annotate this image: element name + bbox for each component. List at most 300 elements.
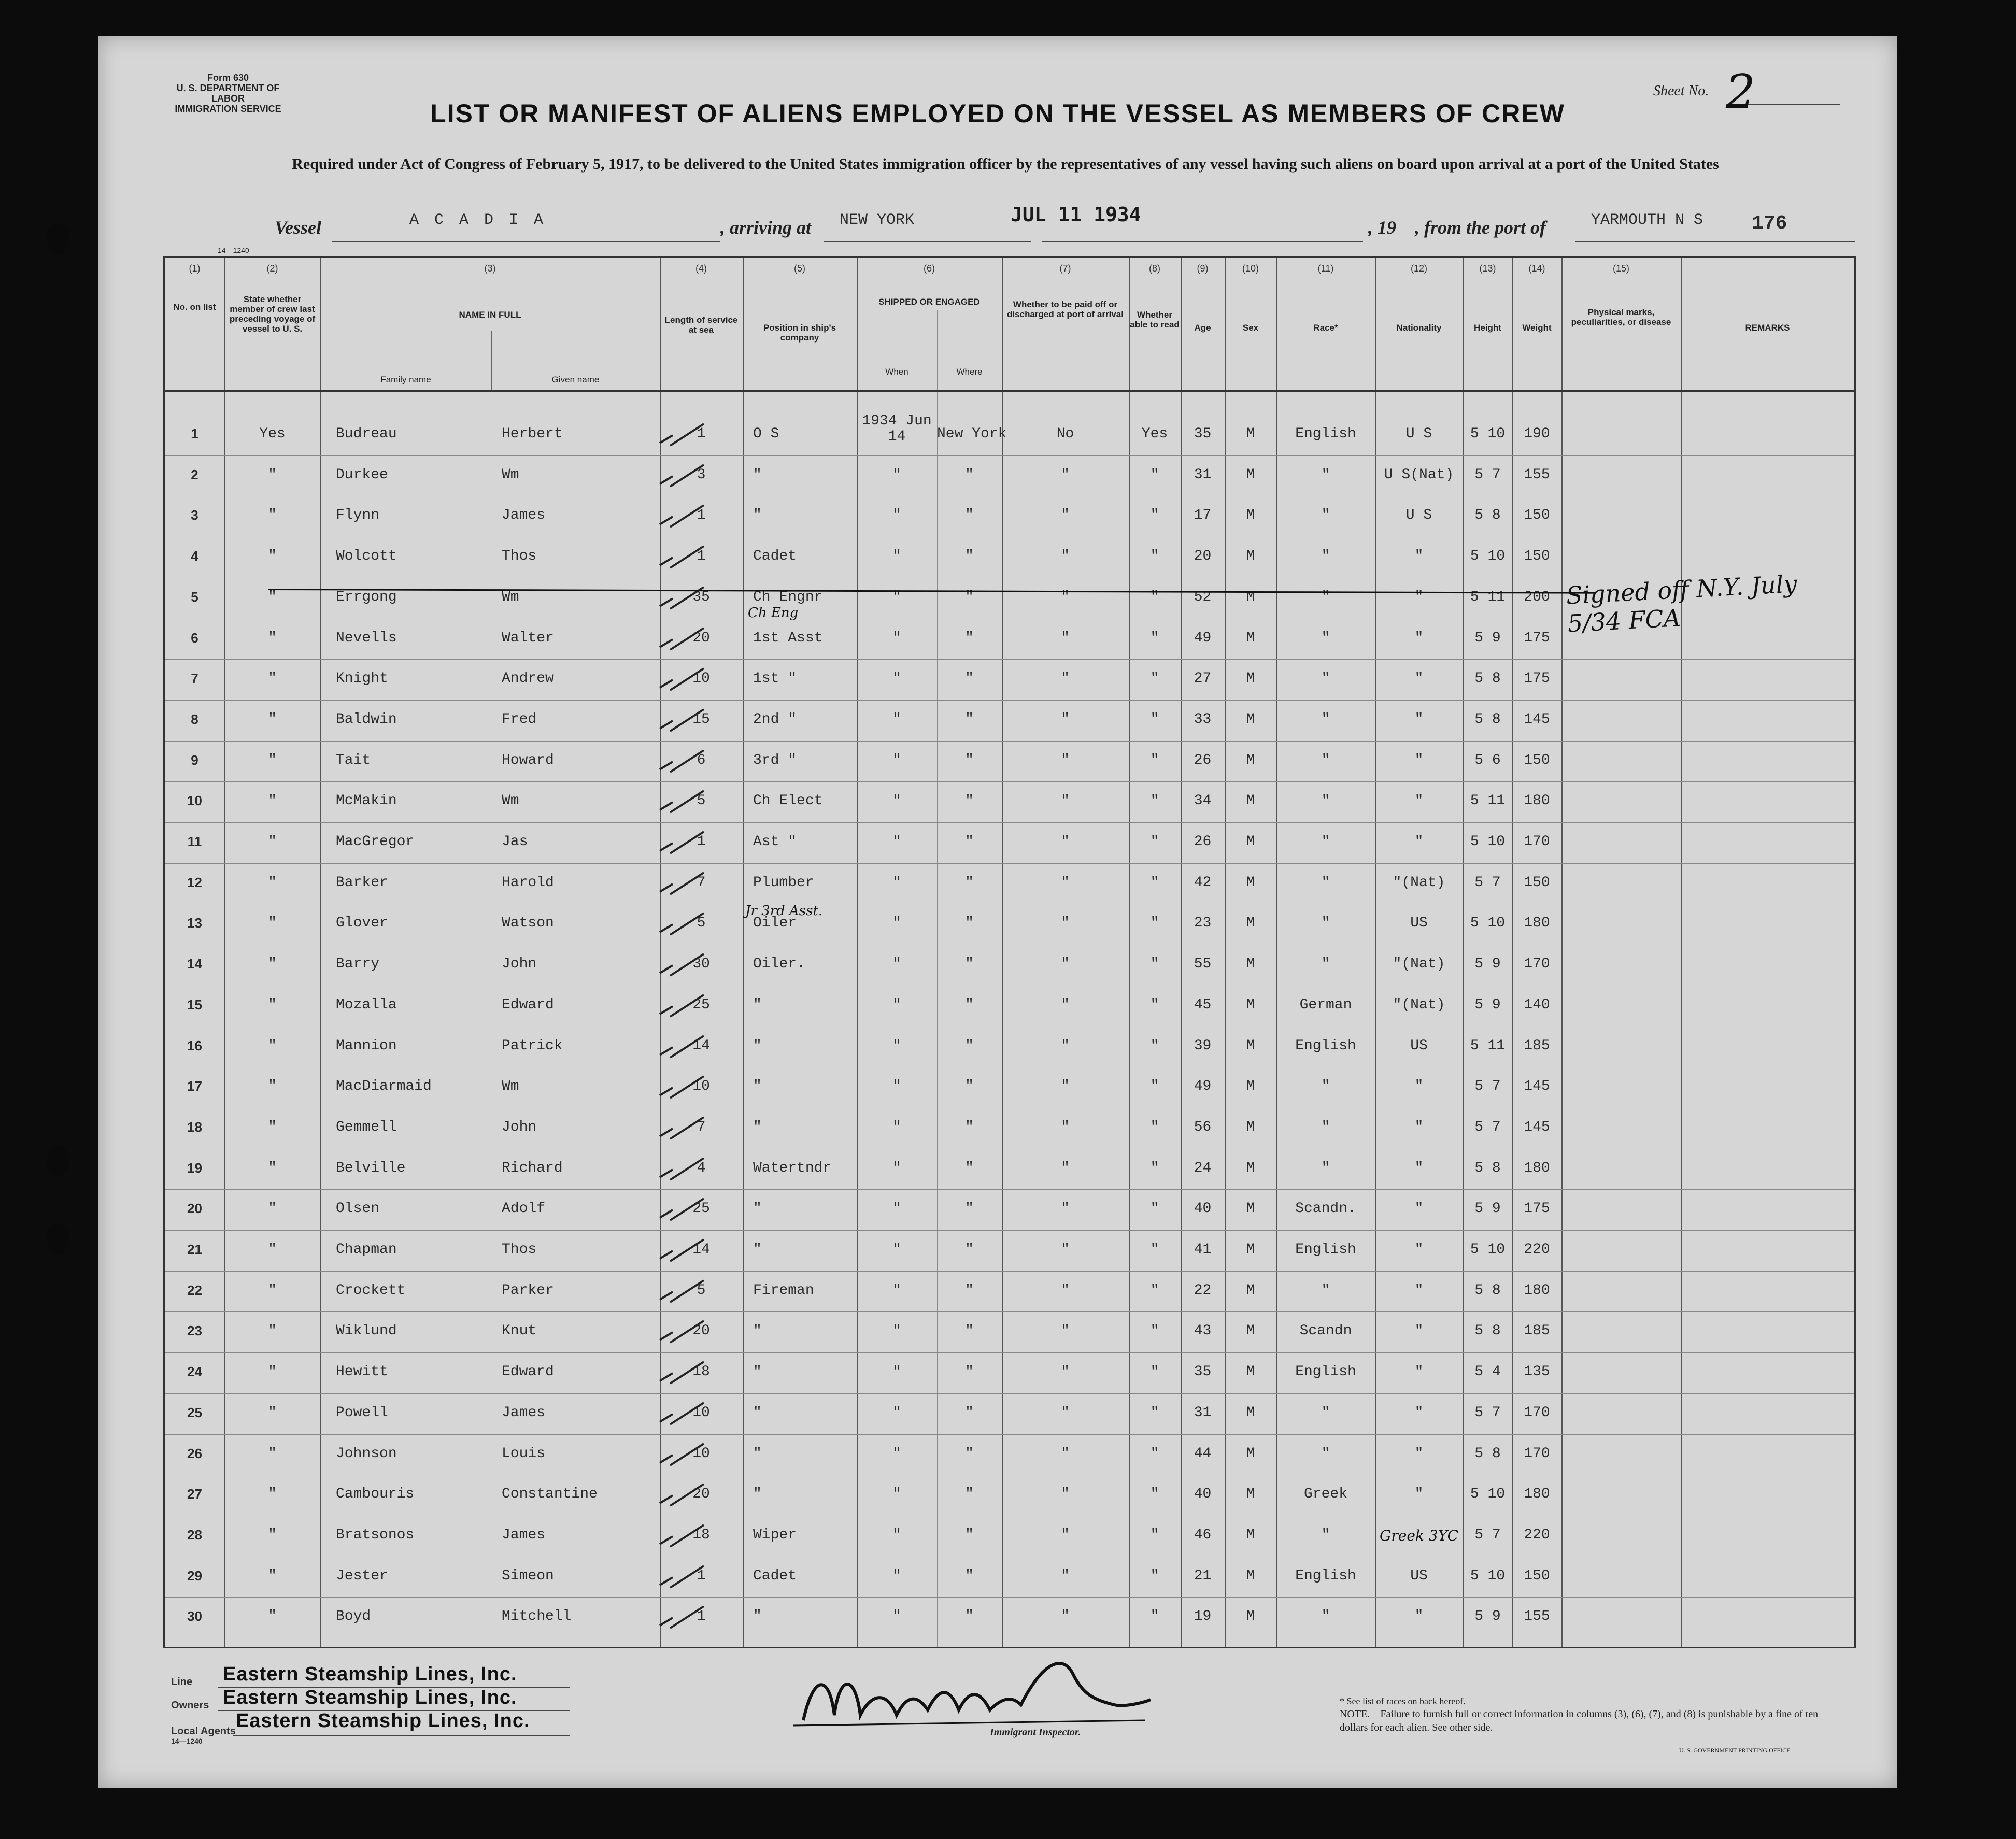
cell-age: 17 xyxy=(1194,507,1212,524)
cell-read: " xyxy=(1150,956,1159,973)
cell-no: 15 xyxy=(187,996,202,1013)
cell-read: " xyxy=(1150,1037,1159,1054)
cell-read: " xyxy=(1150,1404,1159,1421)
cell-length: 35 xyxy=(692,589,710,605)
cell-given: Thos xyxy=(502,548,537,565)
cell-read: " xyxy=(1150,1323,1159,1339)
cell-sex: M xyxy=(1246,1282,1255,1299)
cell-read: " xyxy=(1150,1486,1159,1503)
cell-where: " xyxy=(965,1608,974,1625)
cell-family: Durkee xyxy=(336,466,388,483)
check-mark-icon xyxy=(655,461,712,492)
cell-height: 5 7 xyxy=(1474,1078,1501,1095)
header-race: Race* xyxy=(1313,323,1338,333)
fine-note: NOTE.—Failure to furnish full or correct information in columns (3), (6), (7), and (8) is punishable by a fine of ten dollars for each alien. See other side. xyxy=(1340,1708,1819,1733)
cell-where: " xyxy=(965,1404,974,1421)
cell-prev: " xyxy=(268,1323,277,1339)
cell-age: 22 xyxy=(1194,1282,1212,1299)
cell-position: 2nd " xyxy=(753,711,797,728)
cell-nat: U S xyxy=(1405,426,1432,442)
sheet-number: 2 xyxy=(1726,65,1756,119)
cell-height: 5 7 xyxy=(1474,1119,1501,1135)
cell-weight: 190 xyxy=(1524,426,1550,442)
cell-paid: " xyxy=(1061,1242,1070,1258)
cell-age: 27 xyxy=(1194,671,1212,687)
header-height: Height xyxy=(1474,323,1501,333)
cell-given: James xyxy=(502,1404,546,1421)
check-mark-icon xyxy=(655,501,712,532)
cell-when: " xyxy=(892,1527,901,1543)
cell-paid: " xyxy=(1061,834,1070,850)
cell-position: Cadet xyxy=(753,548,797,565)
cell-race: English xyxy=(1295,1567,1356,1584)
cell-sex: M xyxy=(1246,426,1255,442)
cell-no: 30 xyxy=(187,1608,202,1624)
cell-where: " xyxy=(965,793,974,809)
cell-when: " xyxy=(892,1404,901,1421)
cell-when: " xyxy=(892,1445,901,1462)
cell-family: Powell xyxy=(336,1404,388,1421)
cell-race: " xyxy=(1321,874,1330,891)
cell-weight: 180 xyxy=(1524,793,1550,809)
cell-family: Baldwin xyxy=(336,711,397,728)
cell-read: " xyxy=(1150,507,1159,524)
col-num-15: (15) xyxy=(1612,263,1629,274)
cell-given: Fred xyxy=(502,711,537,728)
cell-family: Budreau xyxy=(336,426,397,442)
department-name: U. S. DEPARTMENT OF LABOR xyxy=(176,83,280,104)
cell-nat: " xyxy=(1414,1323,1424,1339)
cell-where: " xyxy=(965,507,974,524)
cell-height: 5 6 xyxy=(1474,752,1501,768)
cell-where: " xyxy=(965,548,974,565)
cell-position: O S xyxy=(753,426,779,442)
cell-nat: U S xyxy=(1405,507,1432,524)
cell-no: 22 xyxy=(187,1282,202,1298)
cell-where: New York xyxy=(937,426,1007,442)
cell-read: " xyxy=(1150,1201,1159,1217)
header-family-name: Family name xyxy=(380,375,431,384)
cell-age: 39 xyxy=(1194,1037,1212,1054)
cell-age: 24 xyxy=(1194,1160,1212,1176)
cell-given: Wm xyxy=(502,793,519,809)
cell-paid: " xyxy=(1061,915,1070,932)
col-num-9: (9) xyxy=(1197,263,1209,274)
cell-family: Barker xyxy=(336,874,388,891)
cell-length: 1 xyxy=(697,834,706,850)
cell-prev: " xyxy=(268,793,277,809)
cell-paid: " xyxy=(1061,1567,1070,1584)
manifest-sheet xyxy=(98,36,1897,1788)
races-note: * See list of races on back hereof. xyxy=(1340,1696,1466,1706)
cell-nat: " xyxy=(1414,1119,1424,1135)
cell-given: Mitchell xyxy=(502,1608,572,1625)
cell-age: 52 xyxy=(1194,589,1212,605)
cell-position: " xyxy=(753,1119,762,1135)
cell-age: 33 xyxy=(1194,711,1212,728)
cell-sex: M xyxy=(1246,1323,1255,1339)
cell-sex: M xyxy=(1246,752,1255,768)
cell-race: " xyxy=(1321,1160,1330,1176)
cell-where: " xyxy=(965,915,974,932)
cell-weight: 200 xyxy=(1524,589,1550,605)
cell-where: " xyxy=(965,834,974,850)
cell-race: German xyxy=(1299,996,1352,1013)
cell-read: " xyxy=(1150,1119,1159,1135)
cell-when: " xyxy=(892,1037,901,1054)
header-where: Where xyxy=(956,367,983,377)
sheet-label: Sheet No. xyxy=(1653,83,1709,99)
cell-length: 6 xyxy=(697,752,706,768)
cell-no: 8 xyxy=(191,711,198,727)
cell-family: Bratsonos xyxy=(336,1527,415,1543)
cell-family: Chapman xyxy=(336,1242,397,1258)
cell-age: 41 xyxy=(1194,1242,1212,1258)
cell-nat: "(Nat) xyxy=(1393,874,1445,891)
cell-when: " xyxy=(892,1078,901,1095)
cell-given: Wm xyxy=(502,1078,519,1095)
cell-age: 43 xyxy=(1194,1323,1212,1339)
cell-read: " xyxy=(1150,793,1159,809)
cell-race: " xyxy=(1321,711,1330,728)
cell-length: 10 xyxy=(692,1445,710,1462)
arriving-port: NEW YORK xyxy=(840,211,915,229)
cell-length: 20 xyxy=(692,1323,710,1339)
cell-prev: " xyxy=(268,1486,277,1503)
cell-height: 5 10 xyxy=(1470,1567,1506,1584)
cell-sex: M xyxy=(1246,711,1255,728)
check-mark-icon xyxy=(655,909,712,940)
cell-length: 1 xyxy=(697,1608,706,1625)
cell-race: Greek xyxy=(1303,1486,1347,1503)
cell-nat: " xyxy=(1414,1282,1424,1299)
check-mark-icon xyxy=(655,1194,712,1225)
cell-prev: " xyxy=(268,630,277,646)
cell-paid: " xyxy=(1061,1119,1070,1135)
inspector-label: Immigrant Inspector. xyxy=(990,1727,1081,1738)
cell-sex: M xyxy=(1246,956,1255,973)
row-5-remark: Signed off N.Y. July 5/34 FCA xyxy=(1565,569,1798,638)
cell-prev: " xyxy=(268,1119,277,1135)
cell-age: 56 xyxy=(1194,1119,1212,1135)
cell-prev: " xyxy=(268,1527,277,1543)
check-mark-icon xyxy=(655,828,712,859)
cell-paid: " xyxy=(1061,466,1070,483)
cell-family: Belville xyxy=(336,1160,406,1176)
cell-nat: " xyxy=(1414,1404,1424,1421)
cell-given: Knut xyxy=(502,1323,537,1339)
cell-family: Hewitt xyxy=(336,1364,388,1380)
cell-given: Parker xyxy=(502,1282,554,1299)
cell-read: " xyxy=(1150,834,1159,850)
cell-where: " xyxy=(965,1445,974,1462)
col-num-14: (14) xyxy=(1528,263,1545,274)
cell-race: " xyxy=(1321,793,1330,809)
header-shipped: SHIPPED OR ENGAGED xyxy=(878,297,980,307)
cell-position: Oiler. xyxy=(753,956,805,973)
cell-race: English xyxy=(1295,1037,1356,1054)
cell-position: Watertndr xyxy=(753,1160,832,1176)
cell-position: " xyxy=(753,1364,762,1380)
cell-height: 5 7 xyxy=(1474,874,1501,891)
cell-position: " xyxy=(753,1608,762,1625)
check-mark-icon xyxy=(655,1235,712,1266)
cell-when: " xyxy=(892,1567,901,1584)
cell-prev: " xyxy=(268,752,277,768)
cell-where: " xyxy=(965,1567,974,1584)
cell-height: 5 10 xyxy=(1470,426,1506,442)
cell-given: Louis xyxy=(502,1445,546,1462)
cell-length: 7 xyxy=(697,874,706,891)
cell-weight: 150 xyxy=(1524,1567,1550,1584)
cell-nat: US xyxy=(1410,1037,1428,1054)
service-name: IMMIGRATION SERVICE xyxy=(175,104,281,114)
cell-given: James xyxy=(502,1527,546,1543)
cell-prev: " xyxy=(268,1160,277,1176)
cell-prev: " xyxy=(268,1445,277,1462)
cell-no: 4 xyxy=(191,548,198,564)
cell-when: " xyxy=(892,1119,901,1135)
cell-height: 5 9 xyxy=(1474,1608,1501,1625)
cell-race: " xyxy=(1321,752,1330,768)
cell-no: 13 xyxy=(187,915,202,931)
cell-family: Wiklund xyxy=(336,1323,397,1339)
cell-age: 44 xyxy=(1194,1445,1212,1462)
cell-weight: 180 xyxy=(1524,915,1550,932)
cell-prev: " xyxy=(268,1242,277,1258)
cell-no: 14 xyxy=(187,956,202,972)
header-state-whether: State whether member of crew last preceding voyage of vessel to U. S. xyxy=(229,294,316,334)
cell-no: 7 xyxy=(191,671,198,687)
cell-race: " xyxy=(1321,1445,1330,1462)
cell-read: " xyxy=(1150,671,1159,687)
cell-where: " xyxy=(965,711,974,728)
cell-read: " xyxy=(1150,1242,1159,1258)
col-num-1: (1) xyxy=(189,263,201,274)
cell-weight: 145 xyxy=(1524,1078,1550,1095)
cell-sex: M xyxy=(1246,1078,1255,1095)
cell-read: " xyxy=(1150,711,1159,728)
cell-nat: " xyxy=(1414,1486,1424,1503)
cell-sex: M xyxy=(1246,1486,1255,1503)
cell-prev: " xyxy=(268,834,277,850)
cell-sex: M xyxy=(1246,874,1255,891)
cell-family: Johnson xyxy=(336,1445,397,1462)
cell-where: " xyxy=(965,956,974,973)
cell-age: 49 xyxy=(1194,1078,1212,1095)
cell-given: John xyxy=(502,1119,537,1135)
cell-race: " xyxy=(1321,589,1330,605)
cell-given: Watson xyxy=(502,915,554,932)
cell-position: 1st Asst xyxy=(753,630,823,646)
cell-weight: 180 xyxy=(1524,1282,1550,1299)
cell-height: 5 11 xyxy=(1470,589,1506,605)
cell-no: 23 xyxy=(187,1323,202,1339)
cell-family: Glover xyxy=(336,915,388,932)
check-mark-icon xyxy=(655,1032,712,1063)
cell-height: 5 8 xyxy=(1474,1282,1501,1299)
cell-where: " xyxy=(965,1282,974,1299)
cell-length: 20 xyxy=(692,1486,710,1503)
cell-weight: 170 xyxy=(1524,834,1550,850)
cell-given: Adolf xyxy=(502,1201,546,1217)
cell-given: Harold xyxy=(502,874,554,891)
binder-hole xyxy=(47,1145,69,1176)
cell-paid: " xyxy=(1061,507,1070,524)
cell-height: 5 9 xyxy=(1474,956,1501,973)
cell-paid: " xyxy=(1061,548,1070,565)
cell-length: 5 xyxy=(697,1282,706,1299)
check-mark-icon xyxy=(655,1439,712,1471)
cell-no: 10 xyxy=(187,793,202,809)
agents-label: Local Agents xyxy=(171,1726,236,1737)
cell-race: " xyxy=(1321,671,1330,687)
cell-race: English xyxy=(1295,1364,1356,1380)
cell-read: " xyxy=(1150,1527,1159,1543)
cell-nat: " xyxy=(1414,1160,1424,1176)
cell-given: Walter xyxy=(502,630,554,646)
cell-prev: " xyxy=(268,1201,277,1217)
cell-read: " xyxy=(1150,996,1159,1013)
cell-read: Yes xyxy=(1141,426,1168,442)
cell-position: Ch Engnr xyxy=(753,589,823,605)
cell-given: Herbert xyxy=(502,426,563,442)
header-sex: Sex xyxy=(1242,323,1259,333)
cell-when: " xyxy=(892,1323,901,1339)
manifest-number: 176 xyxy=(1752,212,1787,235)
form-code-top: 14—1240 xyxy=(218,246,249,254)
header-when: When xyxy=(885,367,908,377)
cell-nat: " xyxy=(1414,630,1424,646)
cell-where: " xyxy=(965,589,974,605)
cell-nat: " xyxy=(1414,548,1424,565)
cell-no: 26 xyxy=(187,1445,202,1461)
cell-weight: 150 xyxy=(1524,752,1550,768)
check-mark-icon xyxy=(655,664,712,695)
cell-age: 19 xyxy=(1194,1608,1212,1625)
cell-sex: M xyxy=(1246,1567,1255,1584)
cell-when: " xyxy=(892,1201,901,1217)
cell-read: " xyxy=(1150,874,1159,891)
cell-weight: 175 xyxy=(1524,671,1550,687)
inspector-signature xyxy=(783,1643,1156,1736)
cell-race: " xyxy=(1321,1078,1330,1095)
cell-read: " xyxy=(1150,1078,1159,1095)
cell-paid: " xyxy=(1061,630,1070,646)
cell-age: 34 xyxy=(1194,793,1212,809)
cell-prev: " xyxy=(268,466,277,483)
cell-weight: 145 xyxy=(1524,711,1550,728)
cell-weight: 180 xyxy=(1524,1486,1550,1503)
header-remarks: REMARKS xyxy=(1745,323,1790,333)
printing-office: U. S. GOVERNMENT PRINTING OFFICE xyxy=(1679,1747,1791,1754)
cell-no: 5 xyxy=(191,589,198,605)
cell-where: " xyxy=(965,1527,974,1543)
cell-sex: M xyxy=(1246,1608,1255,1625)
cell-when: " xyxy=(892,1242,901,1258)
cell-where: " xyxy=(965,1364,974,1380)
line-value: Eastern Steamship Lines, Inc. xyxy=(223,1663,517,1685)
cell-given: Edward xyxy=(502,996,554,1013)
cell-prev: " xyxy=(268,1282,277,1299)
cell-when: " xyxy=(892,915,901,932)
header-length-service: Length of service at sea xyxy=(664,315,738,335)
cell-length: 10 xyxy=(692,1078,710,1095)
cell-nat: " xyxy=(1414,834,1424,850)
cell-race: Scandn. xyxy=(1295,1201,1356,1217)
cell-where: " xyxy=(965,1160,974,1176)
check-mark-icon xyxy=(655,1154,712,1185)
cell-height: 5 11 xyxy=(1470,1037,1506,1054)
cell-sex: M xyxy=(1246,1037,1255,1054)
cell-position: Ch Elect xyxy=(753,793,823,809)
cell-paid: " xyxy=(1061,996,1070,1013)
cell-length: 5 xyxy=(697,915,706,932)
cell-weight: 150 xyxy=(1524,548,1550,565)
cell-paid: " xyxy=(1061,752,1070,768)
cell-position: " xyxy=(753,507,762,524)
from-port: YARMOUTH N S xyxy=(1591,211,1703,229)
cell-weight: 175 xyxy=(1524,630,1550,646)
cell-race: " xyxy=(1321,1282,1330,1299)
check-mark-icon xyxy=(655,420,712,451)
cell-paid: No xyxy=(1056,426,1074,442)
page-title: LIST OR MANIFEST OF ALIENS EMPLOYED ON THE VESSEL AS MEMBERS OF CREW xyxy=(430,99,1565,128)
cell-sex: M xyxy=(1246,1404,1255,1421)
cell-position: " xyxy=(753,1201,762,1217)
cell-length: 7 xyxy=(697,1119,706,1135)
cell-weight: 155 xyxy=(1524,466,1550,483)
cell-no: 6 xyxy=(191,630,198,646)
cell-age: 20 xyxy=(1194,548,1212,565)
cell-position: Plumber xyxy=(753,874,814,891)
cell-race: English xyxy=(1295,1242,1356,1258)
cell-length: 14 xyxy=(692,1037,710,1054)
cell-where: " xyxy=(965,1201,974,1217)
cell-when: " xyxy=(892,589,901,605)
cell-paid: " xyxy=(1061,1445,1070,1462)
cell-position: " xyxy=(753,466,762,483)
cell-read: " xyxy=(1150,548,1159,565)
cell-family: Cambouris xyxy=(336,1486,415,1503)
cell-given: Richard xyxy=(502,1160,563,1176)
cell-position: " xyxy=(753,1486,762,1503)
cell-height: 5 9 xyxy=(1474,1201,1501,1217)
cell-height: 5 7 xyxy=(1474,1404,1501,1421)
check-mark-icon xyxy=(655,787,712,818)
cell-nat: " xyxy=(1414,752,1424,768)
cell-no: 18 xyxy=(187,1119,202,1135)
cell-nat: " xyxy=(1414,589,1424,605)
cell-age: 40 xyxy=(1194,1201,1212,1217)
cell-paid: " xyxy=(1061,1282,1070,1299)
cell-position: 1st " xyxy=(753,671,797,687)
cell-given: Edward xyxy=(502,1364,554,1380)
cell-nat: " xyxy=(1414,793,1424,809)
cell-nat: " xyxy=(1414,1078,1424,1095)
agents-value: Eastern Steamship Lines, Inc. xyxy=(236,1710,530,1732)
cell-read: " xyxy=(1150,1160,1159,1176)
cell-length: 20 xyxy=(692,630,710,646)
cell-position: Fireman xyxy=(753,1282,814,1299)
cell-no: 11 xyxy=(187,834,202,849)
date-stamp: JUL 11 1934 xyxy=(1011,203,1141,226)
cell-no: 20 xyxy=(187,1201,202,1217)
cell-when: " xyxy=(892,793,901,809)
cell-family: McMakin xyxy=(336,793,397,809)
cell-height: 5 8 xyxy=(1474,1160,1501,1176)
cell-read: " xyxy=(1150,1567,1159,1584)
